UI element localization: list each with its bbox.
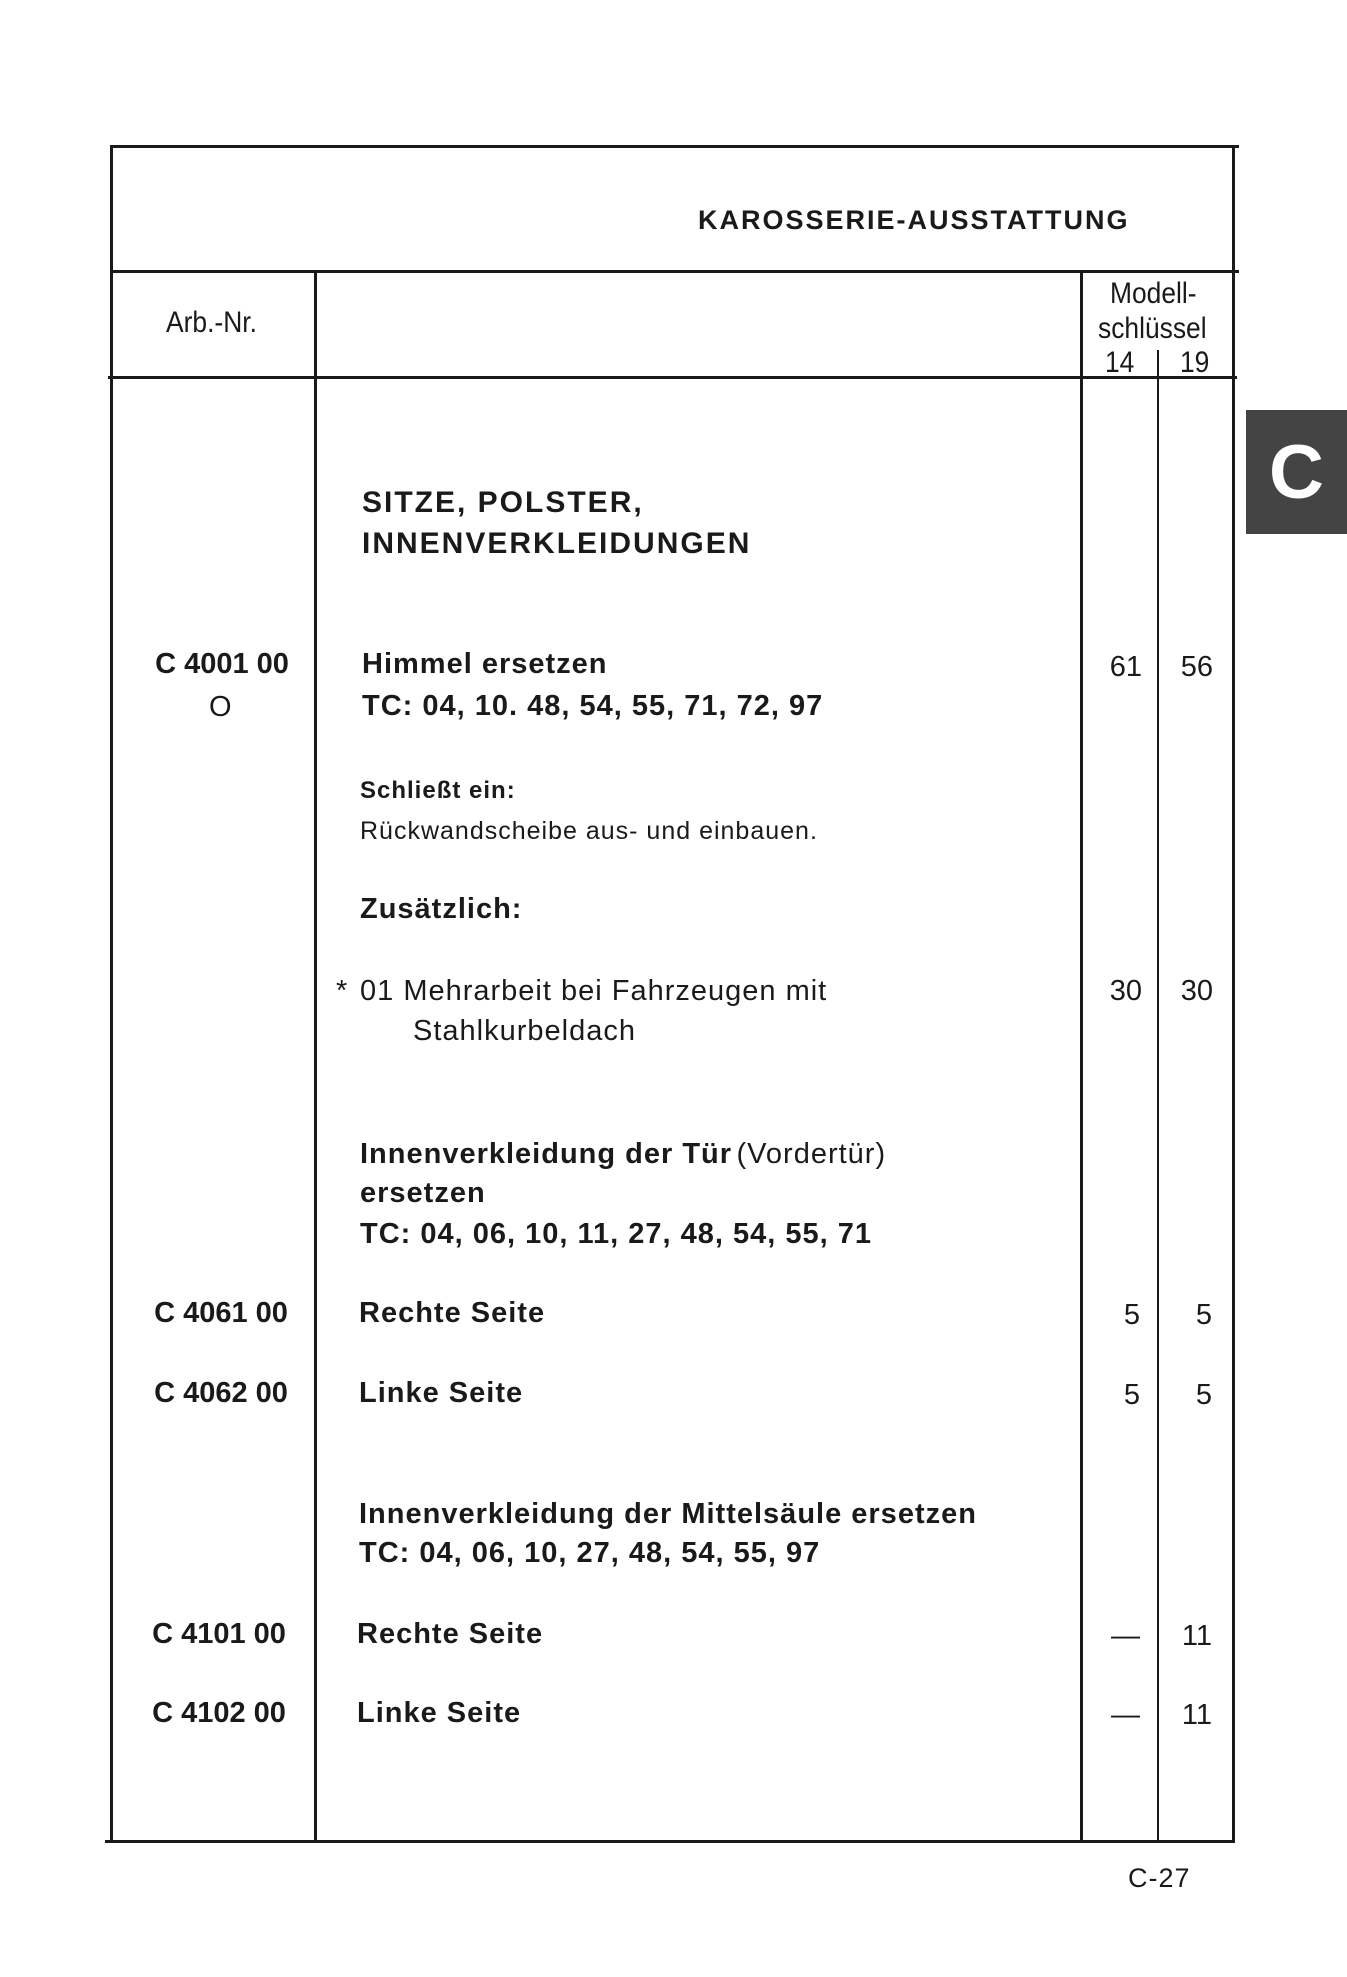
section-heading-line1: SITZE, POLSTER, (362, 486, 644, 519)
door-row-code: C 4062 00 (154, 1377, 288, 1409)
door-row-value-19: 5 (1195, 1379, 1212, 1411)
extra-line2: Stahlkurbeldach (413, 1015, 636, 1047)
item-code-4001: C 4001 00 (155, 648, 289, 680)
pillar-row-code: C 4101 00 (152, 1618, 286, 1650)
door-row-code: C 4061 00 (154, 1297, 288, 1329)
modell-column-divider (1080, 270, 1083, 1843)
page-title: KAROSSERIE-AUSSTATTUNG (698, 205, 1130, 235)
extra-line1: 01 Mehrarbeit bei Fahrzeugen mit (360, 975, 828, 1007)
frame-top-border (113, 145, 1239, 148)
door-row-value-14: 5 (1123, 1379, 1140, 1411)
pillar-row-label: Linke Seite (357, 1697, 522, 1729)
pillar-group-tc: TC: 04, 06, 10, 27, 48, 54, 55, 97 (359, 1537, 821, 1569)
extra-value-14: 30 (1109, 975, 1142, 1007)
door-group-line1-regular: (Vordertür) (736, 1138, 887, 1170)
item-marker-4001: O (209, 691, 233, 723)
pillar-row-label: Rechte Seite (357, 1618, 544, 1650)
item-4001-value-19: 56 (1180, 651, 1213, 683)
arbnr-column-header: Arb.-Nr. (166, 306, 257, 339)
modell-header-line2: schlüssel (1098, 312, 1207, 345)
pillar-row-value-14: — (1111, 1620, 1140, 1652)
includes-label: Schließt ein: (360, 777, 516, 804)
modell-header-line1: Modell- (1110, 277, 1197, 310)
modell-14-19-divider (1157, 350, 1159, 1843)
includes-text: Rückwandscheibe aus- und einbauen. (360, 817, 818, 845)
frame-right-border (1232, 145, 1235, 1843)
item-title-4001: Himmel ersetzen (362, 648, 608, 680)
door-row-label: Rechte Seite (359, 1297, 546, 1329)
pillar-row-value-14: — (1111, 1699, 1140, 1731)
pillar-row-value-19: 11 (1181, 1620, 1212, 1652)
additional-label: Zusätzlich: (360, 893, 523, 925)
extra-value-19: 30 (1180, 975, 1213, 1007)
title-bottom-border (113, 270, 1239, 273)
modell-19-header: 19 (1180, 346, 1210, 379)
header-bottom-border (108, 376, 1237, 379)
pillar-row-value-19: 11 (1181, 1699, 1212, 1731)
arbnr-column-divider (314, 270, 317, 1843)
section-c-tab: C (1246, 410, 1347, 534)
door-row-value-14: 5 (1123, 1299, 1140, 1331)
page-number: C-27 (1128, 1863, 1191, 1893)
door-group-line2: ersetzen (360, 1177, 486, 1209)
frame-bottom-border (105, 1840, 1232, 1843)
item-tc-4001: TC: 04, 10. 48, 54, 55, 71, 72, 97 (362, 690, 824, 722)
frame-left-border (110, 145, 113, 1843)
pillar-row-code: C 4102 00 (152, 1697, 286, 1729)
pillar-group-line1: Innenverkleidung der Mittelsäule ersetzen (359, 1498, 977, 1530)
door-group-tc: TC: 04, 06, 10, 11, 27, 48, 54, 55, 71 (360, 1218, 872, 1250)
door-group-line1-bold: Innenverkleidung der Tür (360, 1138, 733, 1170)
extra-star-marker: * (336, 975, 349, 1007)
modell-14-header: 14 (1105, 346, 1135, 379)
section-heading-line2: INNENVERKLEIDUNGEN (362, 527, 752, 560)
door-row-value-19: 5 (1195, 1299, 1212, 1331)
door-row-label: Linke Seite (359, 1377, 524, 1409)
door-group-line1 (360, 1138, 886, 1171)
item-4001-value-14: 61 (1109, 651, 1142, 683)
